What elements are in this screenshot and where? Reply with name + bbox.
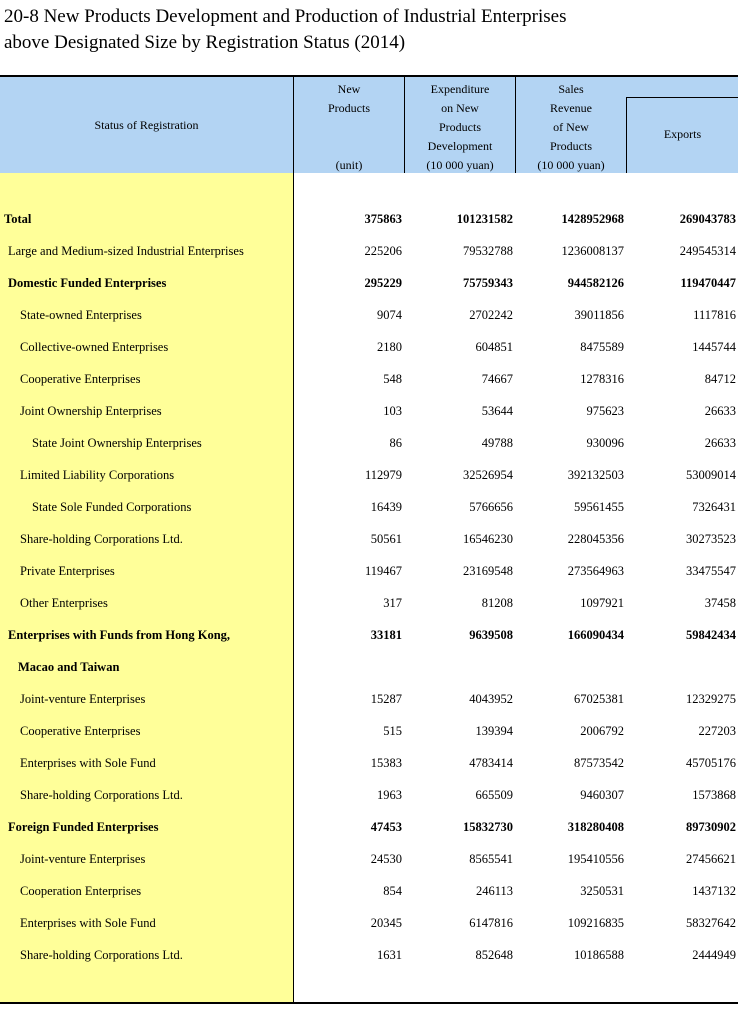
table-row	[0, 331, 738, 363]
row-value-col4: 84712	[704, 372, 736, 386]
row-label: Joint-venture Enterprises	[20, 692, 146, 706]
row-label: Joint-venture Enterprises	[20, 852, 146, 866]
row-value-col1: 2180	[377, 340, 402, 354]
row-label: Enterprises with Funds from Hong Kong,	[8, 628, 231, 642]
table-row	[0, 267, 738, 299]
row-value-col3: 9460307	[580, 788, 624, 802]
header-new-products	[294, 80, 404, 175]
table-row	[0, 843, 738, 875]
row-label: Cooperation Enterprises	[20, 884, 142, 898]
row-value-col1: 225206	[364, 244, 402, 258]
row-value-col4: 26633	[704, 404, 736, 418]
row-value-col3: 392132503	[567, 468, 624, 482]
row-value-col4: 1573868	[692, 788, 736, 802]
table-row	[0, 683, 738, 715]
row-value-col1: 375863	[364, 212, 402, 226]
row-value-col3: 228045356	[567, 532, 624, 546]
row-value-col1: 1963	[377, 788, 402, 802]
row-value-col2: 4043952	[469, 692, 513, 706]
row-value-col2: 81208	[481, 596, 513, 610]
row-value-col1: 1631	[377, 948, 402, 962]
row-value-col2: 15832730	[463, 820, 513, 834]
header-col2-unit: (10 000 yuan)	[426, 158, 494, 172]
table-row	[0, 811, 738, 843]
table-row	[0, 651, 738, 683]
header-col1-line: Products	[328, 101, 370, 115]
row-value-col1: 15287	[370, 692, 402, 706]
row-label: Share-holding Corporations Ltd.	[20, 532, 183, 546]
row-value-col1: 33181	[370, 628, 402, 642]
row-value-col2: 79532788	[463, 244, 513, 258]
row-value-col3: 67025381	[574, 692, 624, 706]
table-row	[0, 715, 738, 747]
table-row	[0, 555, 738, 587]
row-value-col4: 53009014	[686, 468, 736, 482]
row-value-col2: 5766656	[469, 500, 513, 514]
row-value-col3: 39011856	[574, 308, 624, 322]
row-value-col1: 548	[383, 372, 402, 386]
row-value-col4: 37458	[704, 596, 736, 610]
row-value-col1: 24530	[370, 852, 402, 866]
row-value-col2: 9639508	[469, 628, 513, 642]
table-title	[4, 4, 724, 56]
row-value-col4: 7326431	[692, 500, 736, 514]
row-value-col2: 139394	[475, 724, 513, 738]
row-value-col4: 249545314	[679, 244, 736, 258]
row-label: Macao and Taiwan	[18, 660, 120, 674]
row-value-col3: 2006792	[580, 724, 624, 738]
title-line-2: above Designated Size by Registration Status (2014)	[4, 32, 406, 53]
row-value-col1: 854	[383, 884, 402, 898]
row-value-col1: 112979	[364, 468, 402, 482]
table-row	[0, 395, 738, 427]
row-value-col2: 32526954	[463, 468, 513, 482]
row-value-col1: 86	[389, 436, 402, 450]
row-value-col4: 59842434	[686, 628, 736, 642]
row-value-col3: 10186588	[574, 948, 624, 962]
row-label: Cooperative Enterprises	[20, 372, 141, 386]
header-col3-line: of New	[553, 120, 589, 134]
row-label: Large and Medium-sized Industrial Enterprises	[8, 244, 244, 258]
row-label: State Joint Ownership Enterprises	[32, 436, 202, 450]
row-value-col3: 59561455	[574, 500, 624, 514]
row-value-col1: 16439	[370, 500, 402, 514]
table-row	[0, 459, 738, 491]
row-label: Other Enterprises	[20, 596, 108, 610]
table-row	[0, 491, 738, 523]
row-value-col3: 166090434	[567, 628, 624, 642]
header-exports-rule	[626, 97, 738, 98]
table-row	[0, 363, 738, 395]
header-expenditure	[405, 80, 515, 175]
row-value-col3: 87573542	[574, 756, 624, 770]
row-value-col2: 75759343	[463, 276, 513, 290]
row-value-col4: 227203	[698, 724, 736, 738]
row-label: Share-holding Corporations Ltd.	[20, 948, 183, 962]
row-value-col2: 49788	[481, 436, 513, 450]
header-exports	[627, 125, 738, 144]
row-value-col4: 89730902	[686, 820, 736, 834]
row-value-col2: 16546230	[463, 532, 513, 546]
header-col3-line: Products	[550, 139, 592, 153]
table-row	[0, 587, 738, 619]
table-row	[0, 523, 738, 555]
table-row	[0, 907, 738, 939]
table-row	[0, 235, 738, 267]
header-col1-unit: (unit)	[335, 158, 363, 172]
title-line-1: 20-8 New Products Development and Production of Industrial Enterprises	[4, 6, 567, 27]
table-row	[0, 747, 738, 779]
row-value-col1: 47453	[370, 820, 402, 834]
header-col2-line: Expenditure	[430, 82, 490, 96]
table-row	[0, 203, 738, 235]
table-row	[0, 427, 738, 459]
header-col2-line: Products	[439, 120, 481, 134]
row-value-col1: 50561	[370, 532, 402, 546]
row-value-col4: 12329275	[686, 692, 736, 706]
row-value-col4: 58327642	[686, 916, 736, 930]
row-label: Share-holding Corporations Ltd.	[20, 788, 183, 802]
row-value-col3: 8475589	[580, 340, 624, 354]
row-value-col3: 1236008137	[561, 244, 624, 258]
row-label: Limited Liability Corporations	[20, 468, 175, 482]
row-label: Cooperative Enterprises	[20, 724, 141, 738]
header-col1-line	[294, 137, 404, 156]
row-value-col1: 103	[383, 404, 402, 418]
row-value-col3: 930096	[586, 436, 624, 450]
header-col3-unit: (10 000 yuan)	[537, 158, 605, 172]
row-value-col3: 318280408	[567, 820, 624, 834]
row-value-col4: 2444949	[692, 948, 736, 962]
table-row	[0, 619, 738, 651]
row-value-col3: 975623	[586, 404, 624, 418]
row-label: State-owned Enterprises	[20, 308, 142, 322]
row-label: Joint Ownership Enterprises	[20, 404, 162, 418]
row-label: Total	[4, 212, 32, 226]
row-value-col3: 109216835	[567, 916, 624, 930]
table-row	[0, 779, 738, 811]
row-value-col2: 6147816	[469, 916, 513, 930]
row-value-col3: 3250531	[580, 884, 624, 898]
row-value-col4: 1445744	[692, 340, 736, 354]
row-value-col3: 195410556	[567, 852, 624, 866]
row-value-col4: 45705176	[686, 756, 736, 770]
row-value-col3: 273564963	[567, 564, 624, 578]
row-value-col1: 515	[383, 724, 402, 738]
row-value-col2: 604851	[475, 340, 513, 354]
row-value-col2: 8565541	[469, 852, 513, 866]
table-bottom-rule	[0, 1002, 738, 1004]
row-value-col4: 30273523	[686, 532, 736, 546]
table-header	[0, 77, 738, 173]
row-value-col1: 119467	[364, 564, 402, 578]
row-value-col4: 26633	[704, 436, 736, 450]
row-value-col2: 74667	[481, 372, 513, 386]
header-status-label: Status of Registration	[94, 117, 199, 132]
row-value-col1: 20345	[370, 916, 402, 930]
row-value-col3: 1097921	[580, 596, 624, 610]
row-label: Private Enterprises	[20, 564, 115, 578]
row-label: Enterprises with Sole Fund	[20, 916, 156, 930]
row-label: Enterprises with Sole Fund	[20, 756, 156, 770]
row-value-col2: 53644	[481, 404, 513, 418]
row-value-col4: 269043783	[679, 212, 736, 226]
row-value-col2: 246113	[475, 884, 513, 898]
row-value-col4: 119470447	[680, 276, 736, 290]
row-value-col4: 1117816	[693, 308, 736, 322]
header-col2-line: on New	[441, 101, 479, 115]
table-row	[0, 875, 738, 907]
statistics-table	[0, 75, 738, 1005]
header-col1-line	[294, 118, 404, 137]
row-value-col3: 1278316	[580, 372, 624, 386]
row-value-col3: 944582126	[567, 276, 624, 290]
table-row	[0, 939, 738, 971]
row-value-col2: 852648	[475, 948, 513, 962]
row-label: Collective-owned Enterprises	[20, 340, 169, 354]
row-value-col1: 295229	[364, 276, 402, 290]
header-col3-line: Sales	[558, 82, 584, 96]
row-value-col4: 33475547	[686, 564, 736, 578]
row-label: Domestic Funded Enterprises	[8, 276, 167, 290]
row-value-col2: 101231582	[456, 212, 513, 226]
row-label: Foreign Funded Enterprises	[8, 820, 159, 834]
header-col2-line: Development	[427, 139, 493, 153]
header-exports-label: Exports	[663, 127, 702, 141]
header-sales-revenue	[516, 80, 626, 175]
row-value-col3: 1428952968	[561, 212, 624, 226]
row-value-col1: 9074	[377, 308, 402, 322]
row-value-col2: 665509	[475, 788, 513, 802]
row-value-col1: 15383	[370, 756, 402, 770]
row-value-col4: 27456621	[686, 852, 736, 866]
table-row	[0, 299, 738, 331]
header-col1-line: New	[337, 82, 361, 96]
row-value-col1: 317	[383, 596, 402, 610]
row-label: State Sole Funded Corporations	[32, 500, 192, 514]
row-value-col2: 23169548	[463, 564, 513, 578]
row-value-col2: 4783414	[469, 756, 513, 770]
header-status-of-registration	[0, 77, 293, 173]
header-col3-line: Revenue	[550, 101, 592, 115]
row-value-col4: 1437132	[692, 884, 736, 898]
row-value-col2: 2702242	[469, 308, 513, 322]
